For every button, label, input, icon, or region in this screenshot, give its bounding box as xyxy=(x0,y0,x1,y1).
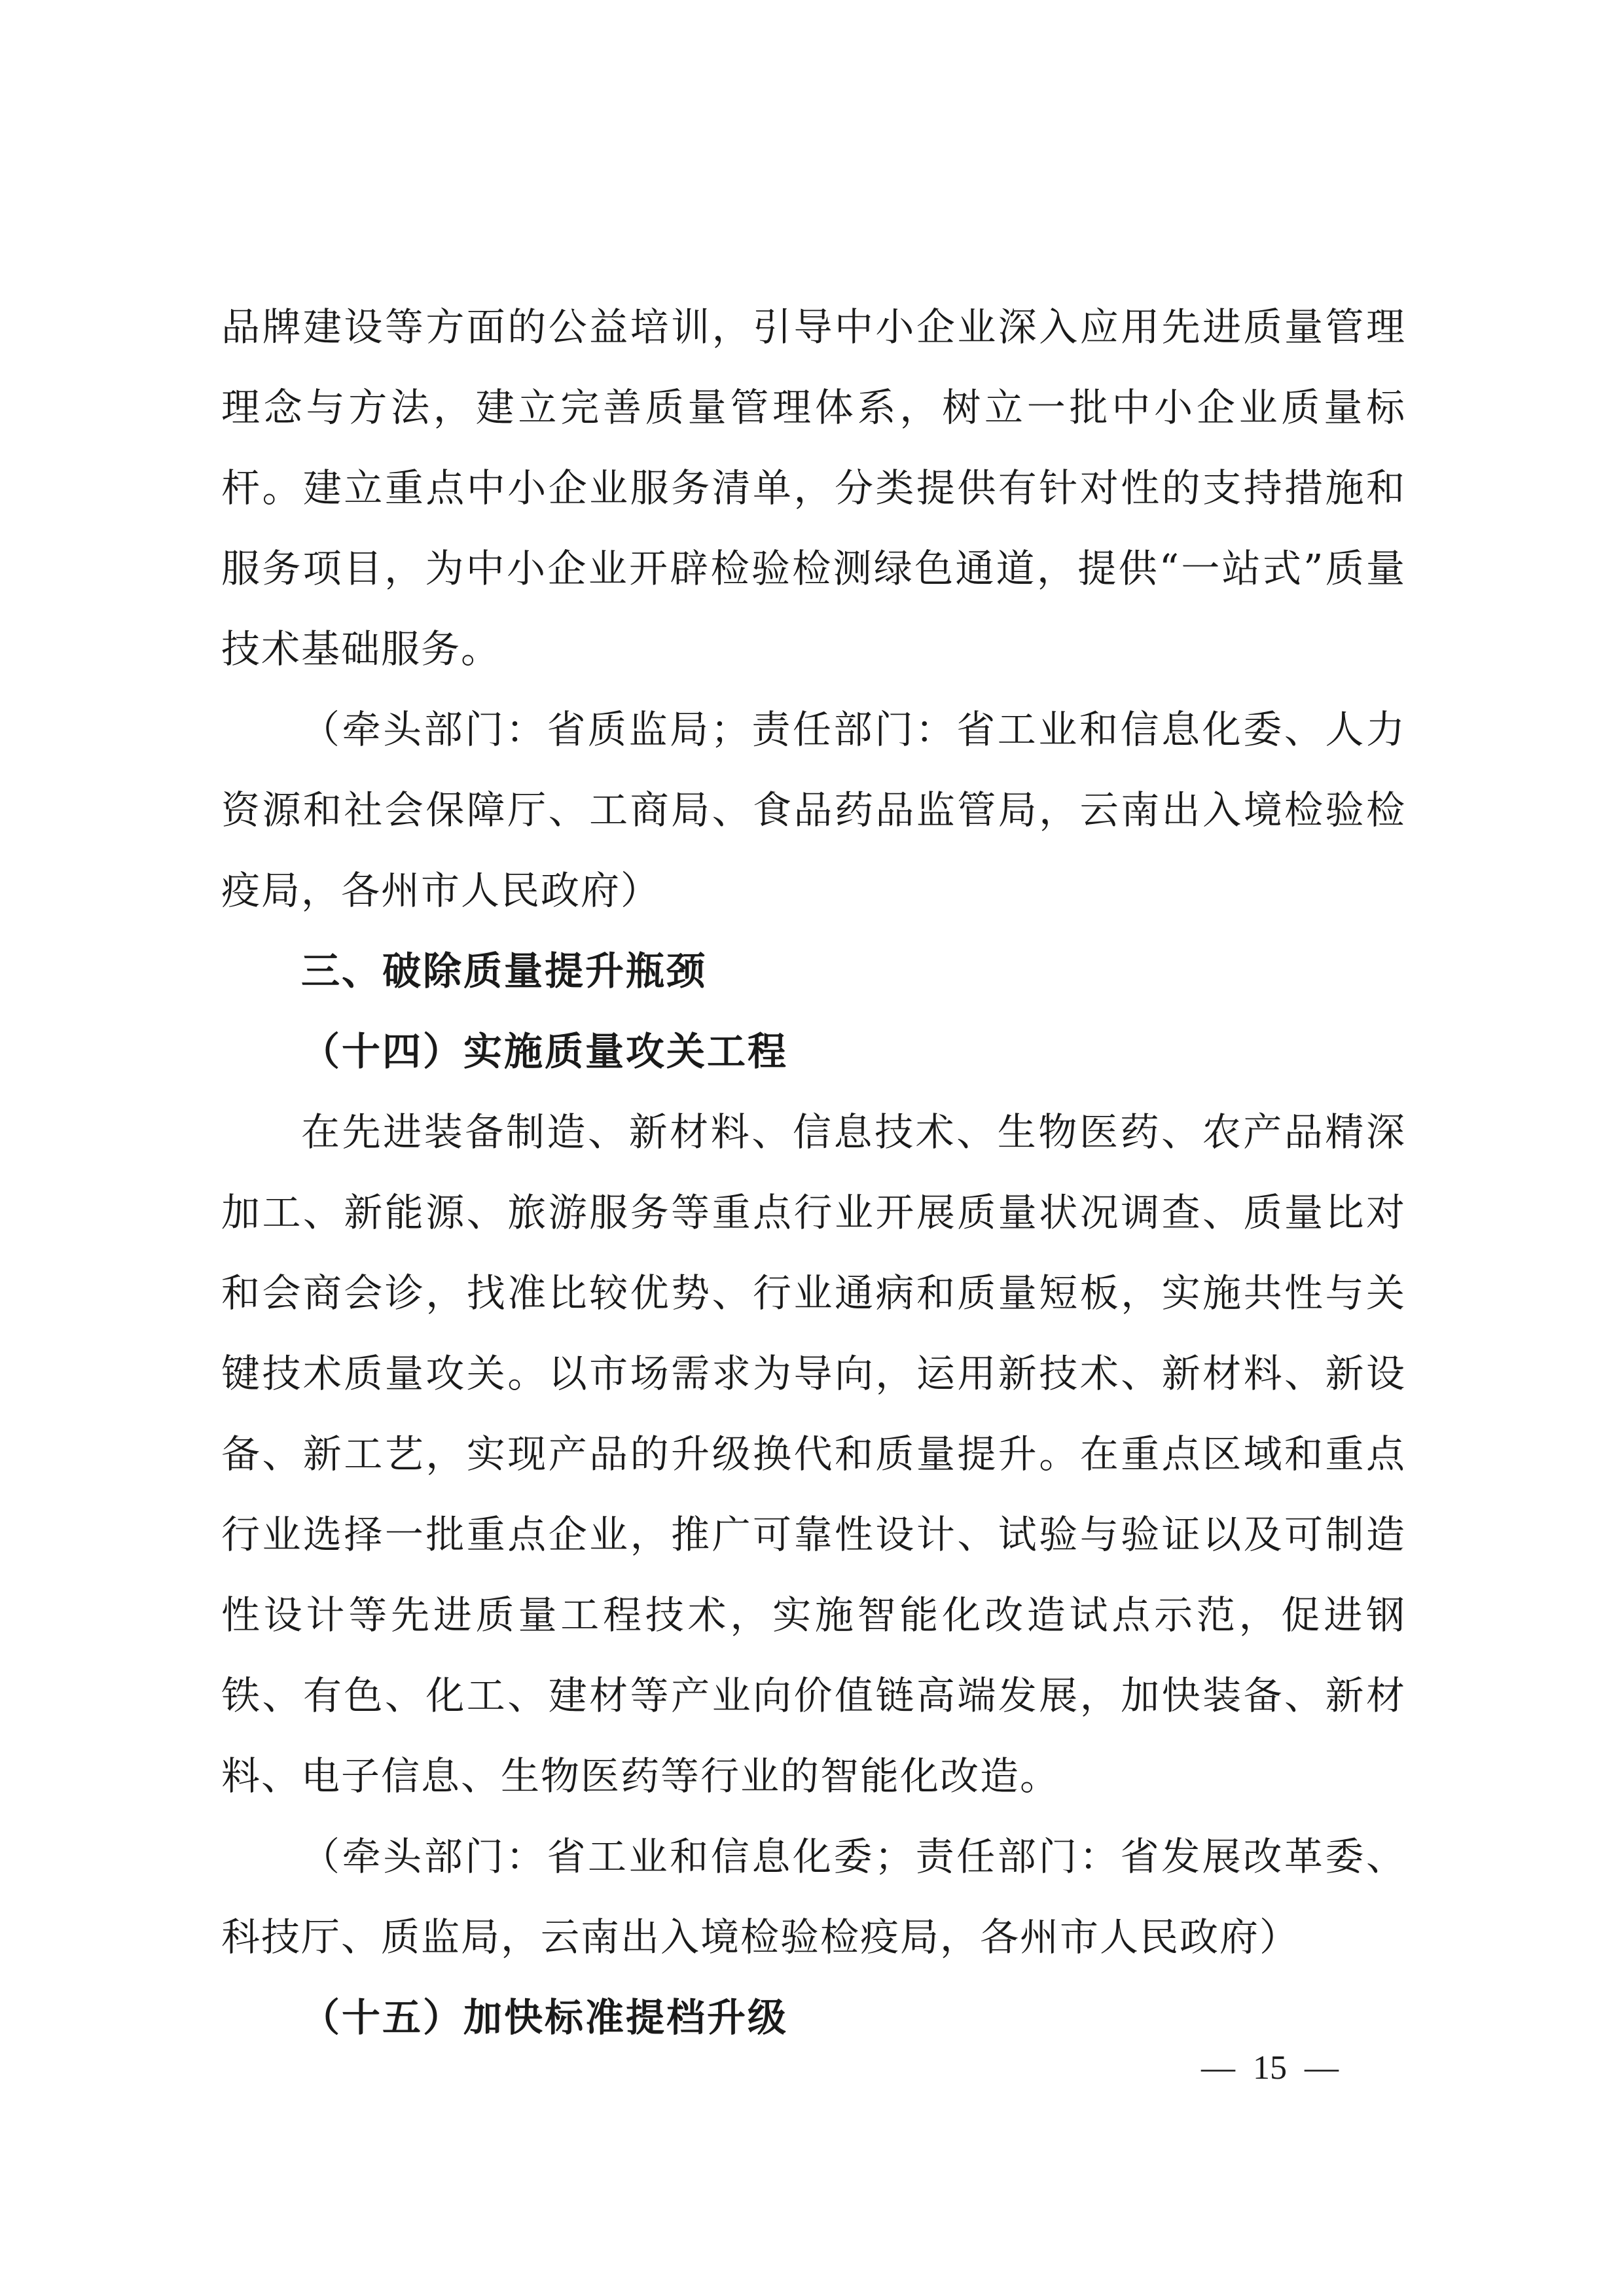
subsection-heading: （十五）加快标准提档升级 xyxy=(301,1995,789,2040)
page-number-dash-left: — xyxy=(1201,2049,1235,2087)
document-body xyxy=(221,287,1406,2058)
section-heading: 三、破除质量提升瓶颈 xyxy=(301,948,708,994)
page-number-dash-right: — xyxy=(1305,2049,1339,2087)
body-paragraph: 在先进装备制造、新材料、信息技术、生物医药、农产品精深加工、新能源、旅游服务等重点行业开展质量状况调查、质量比对和会商会诊，找准比较优势、行业通病和质量短板，实施共性与关键技术质量攻关。以市场需求为导向，运用新技术、新材料、新设备、新工艺，实现产品的升级换代和质量提升。在重点区域和重点行业选择一批重点企业，推广可靠性设计、试验与验证以及可制造性设计等先进质量工程技术，实施智能化改造试点示范，促进钢铁、有色、化工、建材等产业向价值链高端发展，加快装备、新材料、电子信息、生物医药等行业的智能化改造。 xyxy=(221,1109,1406,1799)
subsection-heading: （十四）实施质量攻关工程 xyxy=(301,1029,789,1074)
page-number-value: 15 xyxy=(1253,2049,1287,2087)
responsibility-note: （牵头部门：省工业和信息化委；责任部门：省发展改革委、科技厅、质监局，云南出入境检验检疫局，各州市人民政府） xyxy=(221,1834,1406,1960)
body-paragraph: 品牌建设等方面的公益培训，引导中小企业深入应用先进质量管理理念与方法，建立完善质量管理体系，树立一批中小企业质量标杆。建立重点中小企业服务清单，分类提供有针对性的支持措施和服务项目，为中小企业开辟检验检测绿色通道，提供“一站式”质量技术基础服务。 xyxy=(221,304,1406,672)
page-number xyxy=(1198,2049,1394,2088)
responsibility-note: （牵头部门：省质监局；责任部门：省工业和信息化委、人力资源和社会保障厅、工商局、食品药品监管局，云南出入境检验检疫局，各州市人民政府） xyxy=(221,707,1406,913)
